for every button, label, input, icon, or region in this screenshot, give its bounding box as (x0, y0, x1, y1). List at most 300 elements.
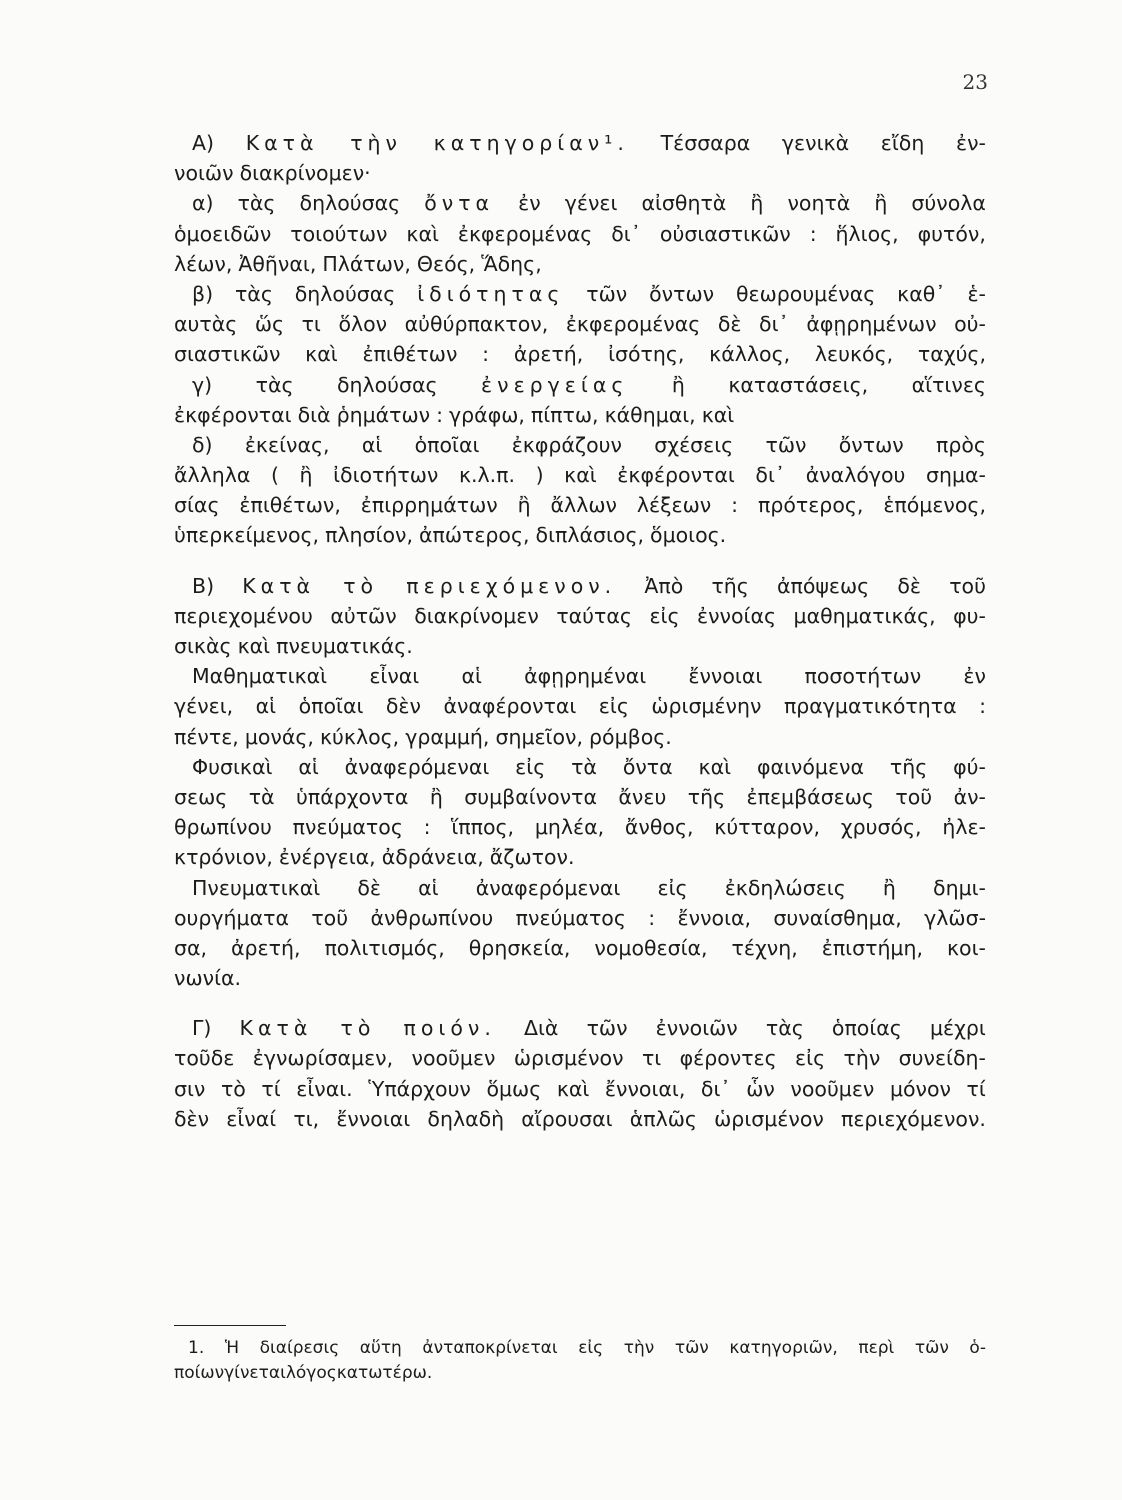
word: καὶ (305, 342, 338, 367)
text-line (174, 279, 986, 309)
word: δι᾽ (611, 221, 641, 246)
text-line (174, 430, 986, 460)
word: μαθηματικάς, (793, 603, 936, 628)
word: γράφω, (449, 402, 525, 427)
word: φέροντες (679, 1046, 777, 1071)
word: κάθημαι, (604, 402, 696, 427)
word: ἄλλων (550, 493, 617, 518)
word: ἢ (882, 875, 896, 900)
word: τῶν (914, 1338, 949, 1358)
word: ποιόν. (403, 1016, 496, 1041)
word: φυτόν, (917, 221, 986, 246)
word: ἥλιος, (835, 221, 899, 246)
word: δι᾽ (759, 312, 789, 337)
word: τῶν (765, 432, 807, 457)
word: Κατὰ (245, 131, 319, 155)
word: δημι- (933, 875, 986, 900)
word: κοι- (946, 935, 986, 960)
word: Πλάτων, (322, 251, 411, 276)
word: : (979, 694, 986, 719)
word: λόγος (285, 1363, 337, 1383)
word: εἰς (598, 694, 629, 719)
word: ἠλε- (942, 815, 986, 840)
word: A) (192, 131, 215, 155)
word: ἐγνωρίσαμεν, (252, 1046, 394, 1071)
word: πίπτω, (530, 402, 599, 427)
word: λευκός, (814, 342, 894, 367)
word: ἐπεμβάσεως (746, 784, 874, 809)
word: οὐ- (954, 312, 986, 337)
word: : (648, 905, 656, 930)
word: δ) (192, 432, 213, 457)
word: ἰδιοτήτων (333, 463, 439, 488)
word: αὐτῶν (330, 603, 397, 628)
word: χρυσός, (840, 815, 922, 840)
word: ἢ (874, 191, 888, 216)
word: ἀναφερόμεναι (475, 875, 621, 900)
text-line (174, 722, 986, 752)
word: β) (192, 281, 214, 306)
text-line (174, 1104, 986, 1134)
word: ἰδιότητας (417, 281, 565, 306)
word: τὰς (237, 191, 276, 216)
word: ὁμοειδῶν (174, 221, 272, 246)
word: τὴν (843, 1046, 881, 1071)
word: Τέσσαρα (660, 131, 751, 155)
word: αἰσθητὰ (641, 191, 727, 216)
word: συμβαίνοντα (464, 784, 597, 809)
text-line (174, 1013, 986, 1043)
word: ἐν (963, 664, 986, 689)
text-line (174, 219, 986, 249)
text-line (174, 158, 986, 188)
word: σημα- (925, 463, 986, 488)
word: αυτὰς (174, 312, 238, 337)
word: τὰς (765, 1016, 804, 1041)
word: αἱ (361, 432, 383, 457)
text-line (174, 812, 986, 842)
word: εἶναι. (296, 1076, 353, 1101)
word: καὶ (701, 402, 735, 427)
word: τέχνη, (731, 935, 798, 960)
word: τῆς (889, 754, 928, 779)
word: ἐπιστήμη, (821, 935, 923, 960)
word: ἀπόψεως (777, 573, 870, 598)
word: B) (192, 573, 215, 598)
word: μέχρι (929, 1016, 986, 1041)
word: Διὰ (523, 1016, 559, 1041)
text-line (174, 571, 986, 601)
word: ουργήματα (174, 905, 289, 930)
text-line (174, 460, 986, 490)
word: γένει (564, 191, 618, 216)
word: καταστάσεις, (728, 372, 869, 397)
word: ποίων (174, 1363, 225, 1383)
word: διακρίνομεν· (239, 161, 371, 186)
word: ὥς (254, 312, 285, 337)
word: ἔννοιαι (336, 1106, 411, 1131)
word: ὁ- (969, 1338, 986, 1358)
word: Κατὰ (239, 1016, 313, 1041)
word: δι᾽ (755, 463, 786, 488)
word: ἰσότης, (608, 342, 685, 367)
word: τοιούτων (290, 221, 388, 246)
word: διαίρεσις (259, 1338, 340, 1358)
text-line (174, 601, 986, 631)
word: κάλλος, (709, 342, 791, 367)
word: Ὑπάρχουν (368, 1076, 471, 1101)
word: ἀναφέρονται (443, 694, 577, 719)
word: ἐκφερομένας (457, 221, 593, 246)
word: μηλέα, (534, 815, 605, 840)
text-line (174, 1074, 986, 1104)
word: μονάς, (244, 724, 314, 749)
word: ὁποῖαι (414, 432, 480, 457)
word: γλῶσ- (924, 905, 986, 930)
word: ἁπλῶς (629, 1106, 697, 1131)
word: θεωρουμένας (735, 281, 876, 306)
word: καὶ (556, 1076, 590, 1101)
word: δὲν (385, 694, 421, 719)
text-line (174, 128, 986, 158)
word: αἱ (461, 664, 482, 689)
word: τῆς (687, 784, 726, 809)
word: Ἀπὸ (644, 573, 684, 598)
word: ὄντα (424, 191, 495, 216)
word: πραγματικότητα (783, 694, 957, 719)
word: τι, (293, 1106, 320, 1131)
word: τι (641, 1046, 662, 1071)
word: γένει, (174, 694, 234, 719)
word: εἰς (795, 1046, 826, 1071)
word: ἀν- (953, 784, 986, 809)
word: ἐκφράζουν (511, 432, 622, 457)
word: μόνον (889, 1076, 951, 1101)
word: τί (966, 1076, 986, 1101)
word: ἐνεργείας (481, 372, 629, 397)
word: ταύτας (556, 603, 632, 628)
text-line (174, 1043, 986, 1073)
word: ἐνέργεια, (278, 845, 376, 870)
word: ἀδράνεια, (381, 845, 484, 870)
word: ὧν (746, 1076, 775, 1101)
word: περιεχόμενον. (406, 573, 617, 598)
word: ἵππος, (451, 815, 515, 840)
word: σεως (174, 784, 228, 809)
word: οὐσιαστικῶν (659, 221, 791, 246)
text-line (174, 842, 986, 872)
word: κατηγοριῶν, (729, 1338, 838, 1358)
word: ἐκφερομένας (565, 312, 701, 337)
word: κτρόνιον, (174, 845, 273, 870)
text-line (174, 873, 986, 903)
word: ἀρετή, (231, 935, 301, 960)
word: ἀρετή, (513, 342, 584, 367)
word: αὐθύρπακτον, (404, 312, 549, 337)
word: ἀναφερόμεναι (344, 754, 490, 779)
word: καὶ (237, 634, 271, 658)
word: φαινόμενα (756, 754, 864, 779)
word: ἄλληλα (174, 463, 251, 488)
word: ὡρισμένην (651, 694, 762, 719)
word: Κατὰ (242, 573, 316, 598)
footnote-rule (174, 1325, 286, 1326)
word: αὕτη (359, 1338, 402, 1358)
word: 1. (188, 1338, 205, 1358)
word: σίας (174, 493, 220, 518)
word: εἰς (578, 1338, 604, 1358)
word: νοιῶν (174, 161, 234, 186)
word: αἱ (418, 875, 439, 900)
word: δὲ (717, 312, 742, 337)
word: τὸ (220, 1076, 246, 1101)
word: δηλούσας (294, 281, 396, 306)
word: ἄνθος, (624, 815, 694, 840)
word: Θεός, (416, 251, 476, 276)
word: τὸ (343, 573, 379, 598)
text-line (174, 309, 986, 339)
word: ἀφῃρημένων (806, 312, 937, 337)
word: ἢ (750, 191, 764, 216)
word: πνεύματος (292, 815, 403, 840)
word: λέξεων (636, 493, 712, 518)
word: σικὰς (174, 634, 232, 658)
word: συναίσθημα, (773, 905, 902, 930)
word: κύκλος, (319, 724, 400, 749)
word: εἶναί (226, 1106, 277, 1131)
word: : (423, 815, 431, 840)
text-line (174, 782, 986, 812)
word: αἱ (255, 694, 277, 719)
word: διὰ (297, 402, 331, 427)
word: εἰς (657, 875, 688, 900)
word: τὰς (255, 372, 294, 397)
word: νοοῦμεν (411, 1046, 496, 1071)
word: καὶ (698, 754, 732, 779)
word: Γ) (192, 1016, 212, 1041)
word: ἄνευ (618, 784, 667, 809)
word: ἐννοίας (697, 603, 777, 628)
footnote-line (174, 1361, 986, 1386)
word: τοῦ (311, 905, 349, 930)
word: τί (261, 1076, 281, 1101)
word: ἢ (517, 493, 531, 518)
word: περιεχομένου (174, 603, 313, 628)
word: καθ᾽ (897, 281, 946, 306)
word: ἐκδηλώσεις (724, 875, 846, 900)
word: τὴν (350, 131, 402, 155)
word: : (482, 342, 490, 367)
word: νομοθεσία, (594, 935, 708, 960)
word: διακρίνομεν (414, 603, 539, 628)
word: ὄντων (838, 432, 904, 457)
word: σιν (174, 1076, 206, 1101)
word: ἐπιθέτων, (239, 493, 341, 518)
word: τὴν (623, 1338, 655, 1358)
word: δηλαδὴ (427, 1106, 505, 1131)
main-text (174, 128, 986, 1134)
word: ἢ (671, 372, 685, 397)
word: εἶναι (369, 664, 420, 689)
word: συνείδη- (898, 1046, 986, 1071)
word: Ἀθῆναι, (238, 251, 317, 276)
word: αἵτινες (911, 372, 986, 397)
word: ὡρισμένον (513, 1046, 624, 1071)
word: περὶ (858, 1338, 895, 1358)
word: πέντε, (174, 724, 239, 749)
text-line (174, 691, 986, 721)
word: τῆς (711, 573, 749, 598)
word: κ.λ.π. (458, 463, 516, 488)
word: τῶν (586, 281, 628, 306)
word: ἐν- (956, 131, 986, 155)
word: πνεύματος (515, 905, 626, 930)
word: δηλούσας (299, 191, 401, 216)
word: ἐπιρρημάτων (360, 493, 498, 518)
word: δι᾽ (700, 1076, 731, 1101)
word: τοῦ (895, 784, 933, 809)
word: νοοῦμεν (790, 1076, 875, 1101)
word: τοῦδε (174, 1046, 235, 1071)
word: ἑ- (967, 281, 986, 306)
word: ( (270, 463, 279, 488)
word: : (436, 402, 444, 427)
text-line (174, 661, 986, 691)
word: κύτταρον, (714, 815, 820, 840)
word: ὡρισμένον (714, 1106, 824, 1131)
word: ἐκφέρονται (174, 402, 292, 427)
word: εἰς (649, 603, 680, 628)
word: Φυσικαὶ (192, 754, 273, 779)
word: ἐννοιῶν (655, 1016, 738, 1041)
word: φυ- (953, 603, 986, 628)
word: ἀφῃρημέναι (524, 664, 647, 689)
word: ἔννοια, (677, 905, 752, 930)
word: γ) (192, 372, 213, 397)
word: νωνία. (174, 966, 242, 991)
word: : (731, 493, 739, 518)
word: καὶ (564, 463, 597, 488)
word: θρωπίνου (174, 815, 272, 840)
text-line (174, 520, 986, 550)
word: τὰ (571, 754, 597, 779)
word: : (809, 221, 817, 246)
word: πολιτισμός, (324, 935, 445, 960)
word: γίνεται (224, 1363, 286, 1383)
word: σχέσεις (654, 432, 734, 457)
word: ὅμως (486, 1076, 542, 1101)
word: ) (535, 463, 544, 488)
text-line (174, 963, 986, 993)
word: πλησίον, (325, 523, 413, 548)
text-line (174, 339, 986, 369)
word: καὶ (406, 221, 439, 246)
word: σημεῖον, (495, 724, 584, 749)
page-number: 23 (962, 70, 988, 94)
word: ἢ (429, 784, 443, 809)
word: εἴδη (880, 131, 925, 155)
word: ἀνθρωπίνου (370, 905, 494, 930)
word: ἀνταποκρίνεται (422, 1338, 558, 1358)
word: πρὸς (936, 432, 986, 457)
word: φύ- (953, 754, 986, 779)
word: τὰς (234, 281, 273, 306)
word: αἴρουσαι (521, 1106, 613, 1131)
footnote (174, 1336, 986, 1386)
word: ἐπιθέτων (362, 342, 458, 367)
word: ἐκφέρονται (617, 463, 735, 488)
word: ὁποῖαι (298, 694, 364, 719)
word: ὄντων (649, 281, 715, 306)
word: λέων, (174, 251, 233, 276)
word: Ἅδης, (481, 251, 542, 276)
text-line (174, 752, 986, 782)
text-line (174, 400, 986, 430)
word: γενικὰ (781, 131, 850, 155)
word: Μαθηματικαὶ (192, 664, 328, 689)
word: γραμμή, (405, 724, 490, 749)
word: ὁποίας (831, 1016, 902, 1041)
word: ἔννοιαι (688, 664, 763, 689)
word: τῶν (586, 1016, 628, 1041)
word: κατωτέρω. (336, 1363, 433, 1383)
word: ὅμοιος. (650, 523, 727, 548)
text-line (174, 933, 986, 963)
word: ῥημάτων (336, 402, 431, 427)
word: ἀναλόγου (805, 463, 906, 488)
text-line (174, 188, 986, 218)
word: τοῦ (949, 573, 986, 598)
footnote-line (174, 1336, 986, 1361)
word: ὅλον (338, 312, 388, 337)
word: Πνευματικαὶ (192, 875, 321, 900)
word: ἀπώτερος, (418, 523, 530, 548)
word: θρησκεία, (468, 935, 571, 960)
word: ἑπόμενος, (883, 493, 986, 518)
word: κατηγορίαν¹. (433, 131, 629, 155)
word: αἱ (298, 754, 319, 779)
word: σύνολα (911, 191, 986, 216)
text-line (174, 249, 986, 279)
word: δὲν (174, 1106, 210, 1131)
word: ἄζωτον. (489, 845, 575, 870)
word: πνευματικάς. (276, 634, 413, 658)
word: σιαστικῶν (174, 342, 281, 367)
text-line (174, 490, 986, 520)
word: ἔννοιαι, (604, 1076, 686, 1101)
word: ἐκείνας, (244, 432, 330, 457)
word: ἐν (518, 191, 541, 216)
word: α) (192, 191, 214, 216)
word: σα, (174, 935, 208, 960)
word: ὑπάρχοντα (295, 784, 409, 809)
word: πρότερος, (757, 493, 864, 518)
word: δὲ (357, 875, 381, 900)
word: διπλάσιος, (535, 523, 645, 548)
text-line (174, 903, 986, 933)
word: τι (301, 312, 321, 337)
text-line (174, 370, 986, 400)
word: δὲ (897, 573, 922, 598)
word: ὑπερκείμενος, (174, 523, 320, 548)
word: τὰ (248, 784, 275, 809)
word: ἢ (299, 463, 313, 488)
word: τῶν (674, 1338, 709, 1358)
word: ταχύς, (917, 342, 986, 367)
word: δηλούσας (336, 372, 438, 397)
word: Ἡ (224, 1338, 240, 1358)
word: περιεχόμενον. (841, 1106, 986, 1131)
